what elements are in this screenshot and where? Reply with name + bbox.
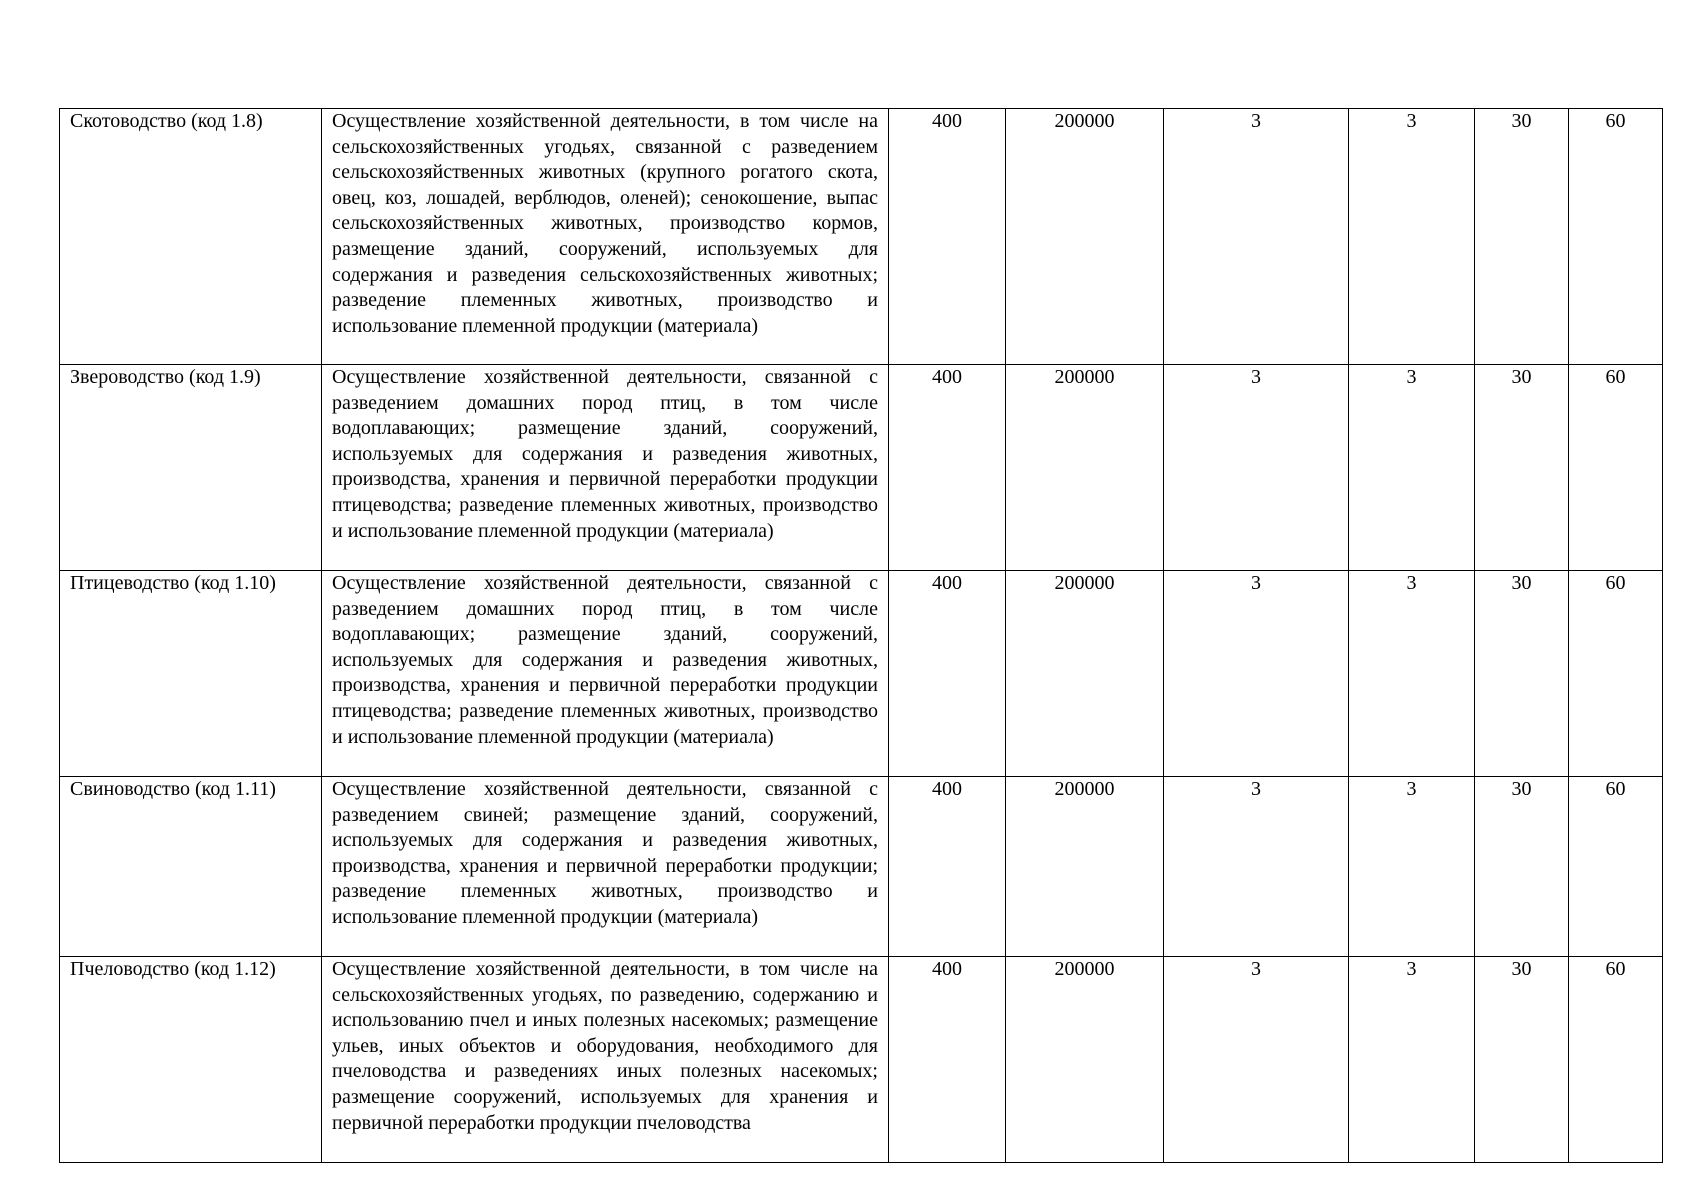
description-cell: Осуществление хозяйственной деятельности, связанной с разведением домашних пород птиц, в том числе водоплавающих; размещение зданий, сооружений, используемых для содержания и разведения животных, производства, хранения и первичной переработки продукции птицеводства; разведение племенных животных, производство и использование племенной продукции (материала) — [322, 365, 889, 571]
table-row — [60, 777, 1663, 957]
use-type-cell: Свиноводство (код 1.11) — [60, 777, 322, 957]
table-row — [60, 109, 1663, 365]
description-cell: Осуществление хозяйственной деятельности, в том числе на сельскохозяйственных угодьях, по разведению, содержанию и использованию пчел и иных полезных насекомых; размещение ульев, иных объектов и оборудования, необходимого для пчеловодства и разведениях иных полезных насекомых; размещение сооружений, используемых для хранения и первичной переработки продукции пчеловодства — [322, 957, 889, 1163]
value-cell: 200000 — [1006, 571, 1164, 777]
description-cell: Осуществление хозяйственной деятельности, в том числе на сельскохозяйственных угодьях, связанной с разведением сельскохозяйственных животных (крупного рогатого скота, овец, коз, лошадей, верблюдов, оленей); сенокошение, выпас сельскохозяйственных животных, производство кормов, размещение зданий, сооружений, используемых для содержания и разведения сельскохозяйственных животных; разведение племенных животных, производство и использование племенной продукции (материала) — [322, 109, 889, 365]
value-cell: 60 — [1569, 109, 1663, 365]
value-cell: 30 — [1475, 957, 1569, 1163]
use-type-cell: Птицеводство (код 1.10) — [60, 571, 322, 777]
value-cell: 200000 — [1006, 777, 1164, 957]
value-cell: 30 — [1475, 365, 1569, 571]
value-cell: 3 — [1349, 365, 1475, 571]
table-row — [60, 957, 1663, 1163]
table-row — [60, 571, 1663, 777]
use-type-cell: Скотоводство (код 1.8) — [60, 109, 322, 365]
land-use-table — [59, 108, 1663, 1163]
value-cell: 3 — [1349, 957, 1475, 1163]
value-cell: 3 — [1164, 365, 1349, 571]
value-cell: 3 — [1349, 777, 1475, 957]
value-cell: 60 — [1569, 777, 1663, 957]
value-cell: 3 — [1349, 571, 1475, 777]
value-cell: 60 — [1569, 571, 1663, 777]
description-cell: Осуществление хозяйственной деятельности, связанной с разведением свиней; размещение зданий, сооружений, используемых для содержания и разведения животных, производства, хранения и первичной переработки продукции; разведение племенных животных, производство и использование племенной продукции (материала) — [322, 777, 889, 957]
value-cell: 60 — [1569, 365, 1663, 571]
value-cell: 30 — [1475, 777, 1569, 957]
value-cell: 30 — [1475, 571, 1569, 777]
value-cell: 3 — [1349, 109, 1475, 365]
table-row — [60, 365, 1663, 571]
value-cell: 200000 — [1006, 109, 1164, 365]
value-cell: 3 — [1164, 777, 1349, 957]
value-cell: 400 — [889, 777, 1006, 957]
value-cell: 3 — [1164, 957, 1349, 1163]
use-type-cell: Пчеловодство (код 1.12) — [60, 957, 322, 1163]
value-cell: 60 — [1569, 957, 1663, 1163]
description-cell: Осуществление хозяйственной деятельности, связанной с разведением домашних пород птиц, в том числе водоплавающих; размещение зданий, сооружений, используемых для содержания и разведения животных, производства, хранения и первичной переработки продукции птицеводства; разведение племенных животных, производство и использование племенной продукции (материала) — [322, 571, 889, 777]
value-cell: 3 — [1164, 571, 1349, 777]
value-cell: 200000 — [1006, 365, 1164, 571]
value-cell: 400 — [889, 957, 1006, 1163]
use-type-cell: Звероводство (код 1.9) — [60, 365, 322, 571]
value-cell: 3 — [1164, 109, 1349, 365]
value-cell: 30 — [1475, 109, 1569, 365]
value-cell: 400 — [889, 365, 1006, 571]
value-cell: 200000 — [1006, 957, 1164, 1163]
value-cell: 400 — [889, 571, 1006, 777]
value-cell: 400 — [889, 109, 1006, 365]
